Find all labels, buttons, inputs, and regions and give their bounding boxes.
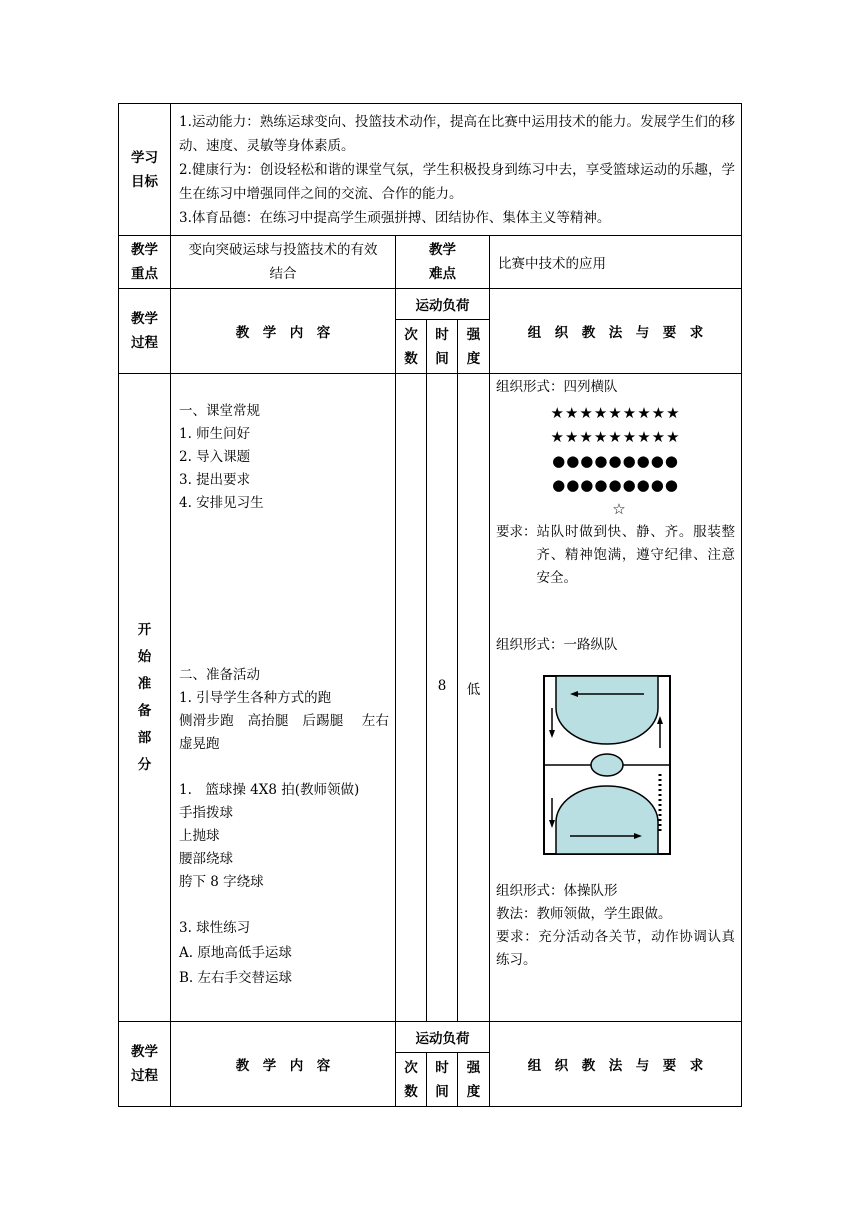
- warmup-item: 1. 引导学生各种方式的跑: [179, 690, 332, 706]
- start-section-label-text: 开 始 准 备 部 分: [137, 621, 152, 773]
- routine-item: 2. 导入课题: [179, 449, 251, 465]
- objective-item: 3.体育品德：在练习中提高学生顽强拼搏、团结协作、集体主义等精神。: [179, 209, 611, 226]
- process-label-text: 教学 过程: [131, 311, 158, 351]
- intensity-value: 低: [466, 682, 481, 698]
- ball-feel-item: B. 左右手交替运球: [179, 970, 293, 986]
- process-label: [119, 289, 171, 374]
- times-header: 次 数: [396, 320, 427, 374]
- warmup-item: 侧滑步跑 高抬腿 后踢腿 左右虚晃跑: [179, 713, 389, 752]
- ball-exercise-title: 1. 篮球操 4X8 拍(教师领做): [179, 782, 360, 798]
- duration-header: 时 间: [427, 320, 458, 374]
- ball-exercise-item: 胯下 8 字绕球: [179, 874, 264, 890]
- difficulty-label: [396, 236, 490, 289]
- warmup-block: [179, 664, 389, 756]
- duration-header-2: 时 间: [427, 1053, 458, 1107]
- ball-feel-title: 3. 球性练习: [179, 920, 251, 936]
- content-header-2: 教 学 内 容: [171, 1022, 396, 1107]
- student-row: ★★★★★★★★★: [550, 404, 681, 422]
- org-form-line: 组织形式：四列横队: [496, 379, 618, 395]
- ball-feel-item: A. 原地高低手运球: [179, 945, 292, 961]
- student-row: ●●●●●●●●●: [552, 476, 679, 494]
- org-form-line: 组织形式：体操队形: [496, 883, 618, 899]
- org-header-2: 组 织 教 法 与 要 求: [490, 1022, 742, 1107]
- key-point-label-text: 教学 重点: [131, 242, 158, 282]
- ball-exercise-block: [179, 779, 389, 894]
- teaching-method: 教法：教师领做，学生跟做。: [496, 906, 672, 922]
- times-header-2: 次 数: [396, 1053, 427, 1107]
- routine-item: 4. 安排见习生: [179, 495, 264, 511]
- student-row: ●●●●●●●●●: [552, 452, 679, 470]
- content-header-text: 教 学 内 容: [235, 325, 331, 341]
- ball-exercise-item: 手指拨球: [179, 805, 233, 821]
- process-label-2: 教学 过程: [119, 1022, 171, 1107]
- duration-value: 8: [437, 678, 447, 694]
- content-header: [171, 289, 396, 374]
- objective-item: 2.健康行为：创设轻松和谐的课堂气氛，学生积极投身到练习中去，享受篮球运动的乐趣，学生在练习中增强同伴之间的交流、合作的能力。: [179, 161, 736, 202]
- requirement-2: 要求：充分活动各关节，动作协调认真练习。: [496, 929, 736, 968]
- ball-exercise-item: 腰部绕球: [179, 851, 233, 867]
- routine-title: 一、课堂常规: [179, 403, 260, 419]
- key-point-label: [119, 236, 171, 289]
- org-header-text: 组 织 教 法 与 要 求: [527, 325, 704, 341]
- intensity-header: 强 度: [458, 320, 490, 374]
- start-content: [171, 374, 396, 1022]
- difficulty-cell: [490, 236, 742, 289]
- start-section-label: [119, 374, 171, 1022]
- objective-item: 1.运动能力：熟练运球变向、投篮技术动作，提高在比赛中运用技术的能力。发展学生们的移动、速度、灵敏等身体素质。: [179, 113, 736, 154]
- times-cell: [396, 374, 427, 1022]
- difficulty-label-text: 教学 难点: [429, 242, 456, 282]
- routine-item: 3. 提出要求: [179, 472, 251, 488]
- objectives-label: [119, 104, 171, 236]
- start-org: [490, 374, 742, 1022]
- routine-item: 1. 师生问好: [179, 426, 251, 442]
- objectives-cell: [171, 104, 742, 236]
- teacher-mark: ☆: [612, 500, 627, 518]
- org-header: [490, 289, 742, 374]
- student-row: ★★★★★★★★★: [550, 428, 681, 446]
- key-point-text: 变向突破运球与投篮技术的有效结合: [188, 242, 378, 282]
- routine-block: [179, 400, 389, 515]
- warmup-title: 二、准备活动: [179, 667, 260, 683]
- difficulty-text: 比赛中技术的应用: [498, 256, 606, 272]
- intensity-header-2: 强 度: [458, 1053, 490, 1107]
- ball-exercise-item: 上抛球: [179, 828, 220, 844]
- intensity-cell: [458, 374, 490, 1022]
- org-form-line: 组织形式：一路纵队: [496, 637, 618, 653]
- objectives-label-text: 学习 目标: [131, 149, 158, 190]
- lesson-plan-table: [118, 103, 742, 1107]
- court-diagram: [540, 672, 674, 858]
- load-header: [396, 289, 490, 320]
- key-point-cell: [171, 236, 396, 289]
- duration-cell: [427, 374, 458, 1022]
- load-header-text: 运动负荷: [415, 298, 470, 314]
- load-header-2: 运动负荷: [396, 1022, 490, 1053]
- ball-feel-block: [179, 916, 389, 991]
- requirement-1: 要求： 站队时做到快、静、齐。服装整齐、精神饱满，遵守纪律、注意安全。: [496, 524, 736, 586]
- formation-diagram: [496, 401, 735, 521]
